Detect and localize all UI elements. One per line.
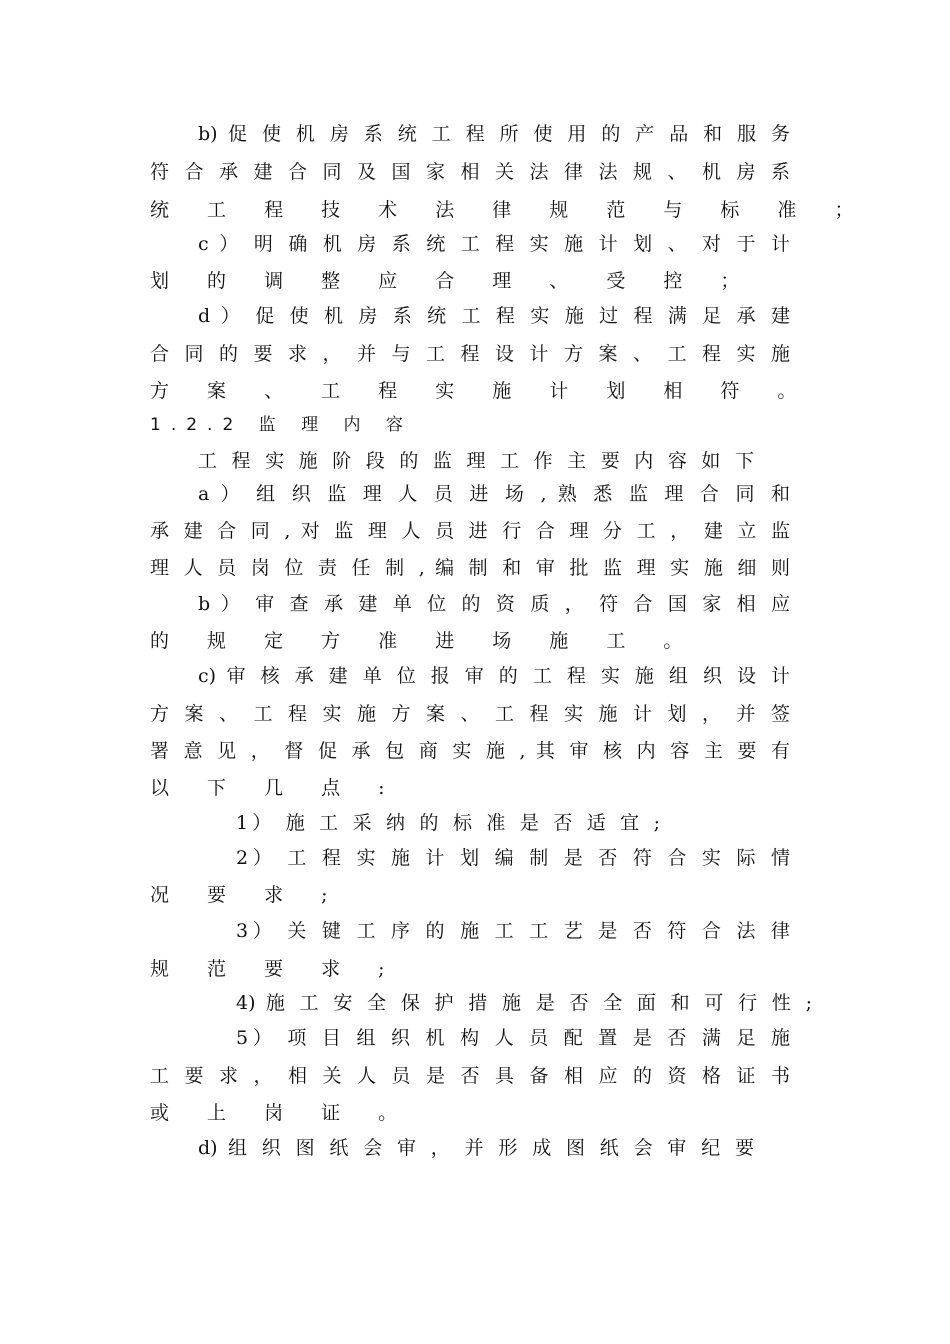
list-item: 4) 施 工 安 全 保 护 措 施 是 否 全 面 和 可 行 性 ; bbox=[236, 992, 812, 1014]
list-item: 1） 施 工 采 纳 的 标 准 是 否 适 宜 ; bbox=[236, 812, 660, 834]
text-line: 况 要 求 ; bbox=[150, 884, 344, 906]
list-item: 5） 项 目 组 织 机 构 人 员 配 置 是 否 满 足 施 bbox=[236, 1027, 790, 1049]
list-item: 3） 关 键 工 序 的 施 工 工 艺 是 否 符 合 法 律 bbox=[236, 920, 790, 942]
text-line: a ） 组 织 监 理 人 员 进 场 , 熟 悉 监 理 合 同 和 bbox=[198, 483, 790, 505]
text-line: 署 意 见 ， 督 促 承 包 商 实 施 , 其 审 核 内 容 主 要 有 bbox=[150, 740, 790, 762]
text-line: 规 范 要 求 ; bbox=[150, 958, 401, 980]
text-line: b ） 审 查 承 建 单 位 的 资 质 ， 符 合 国 家 相 应 bbox=[198, 593, 790, 615]
text-line: 统 工 程 技 术 法 律 规 范 与 标 准 ； bbox=[150, 199, 870, 221]
text-line: 方 案 、 工 程 实 施 方 案 、 工 程 实 施 计 划 ， 并 签 bbox=[150, 703, 790, 725]
text-line: d) 组 织 图 纸 会 审 ， 并 形 成 图 纸 会 审 纪 要 bbox=[198, 1137, 754, 1159]
text-line: 工 要 求 ， 相 关 人 员 是 否 具 备 相 应 的 资 格 证 书 bbox=[150, 1065, 790, 1087]
text-line: 符 合 承 建 合 同 及 国 家 相 关 法 律 法 规 、 机 房 系 bbox=[150, 161, 790, 183]
text-line: 方 案 、 工 程 实 施 计 划 相 符 。 bbox=[150, 380, 813, 402]
text-line: 或 上 岗 证 。 bbox=[150, 1102, 414, 1124]
text-line: 工 程 实 施 阶 段 的 监 理 工 作 主 要 内 容 如 下 bbox=[198, 450, 754, 472]
text-line: b) 促 使 机 房 系 统 工 程 所 使 用 的 产 品 和 服 务 bbox=[198, 123, 790, 145]
text-line: 理 人 员 岗 位 责 任 制 , 编 制 和 审 批 监 理 实 施 细 则 bbox=[150, 557, 790, 579]
list-item: 2） 工 程 实 施 计 划 编 制 是 否 符 合 实 际 情 bbox=[236, 847, 790, 869]
text-line: 以 下 几 点 : bbox=[150, 777, 401, 799]
text-line: d ） 促 使 机 房 系 统 工 程 实 施 过 程 满 足 承 建 bbox=[198, 305, 790, 327]
text-line: c) 审 核 承 建 单 位 报 审 的 工 程 实 施 组 织 设 计 bbox=[198, 665, 790, 687]
text-line: 划 的 调 整 应 合 理 、 受 控 ； bbox=[150, 270, 756, 292]
text-line: 合 同 的 要 求 ， 并 与 工 程 设 计 方 案 、 工 程 实 施 bbox=[150, 343, 790, 365]
text-line: 的 规 定 方 准 进 场 施 工 。 bbox=[150, 630, 699, 652]
text-line: 承 建 合 同 , 对 监 理 人 员 进 行 合 理 分 工 ， 建 立 监 bbox=[150, 520, 790, 542]
text-line: c ） 明 确 机 房 系 统 工 程 实 施 计 划 、 对 于 计 bbox=[198, 233, 790, 255]
section-heading: 1.2.2 监 理 内 容 bbox=[150, 415, 413, 435]
